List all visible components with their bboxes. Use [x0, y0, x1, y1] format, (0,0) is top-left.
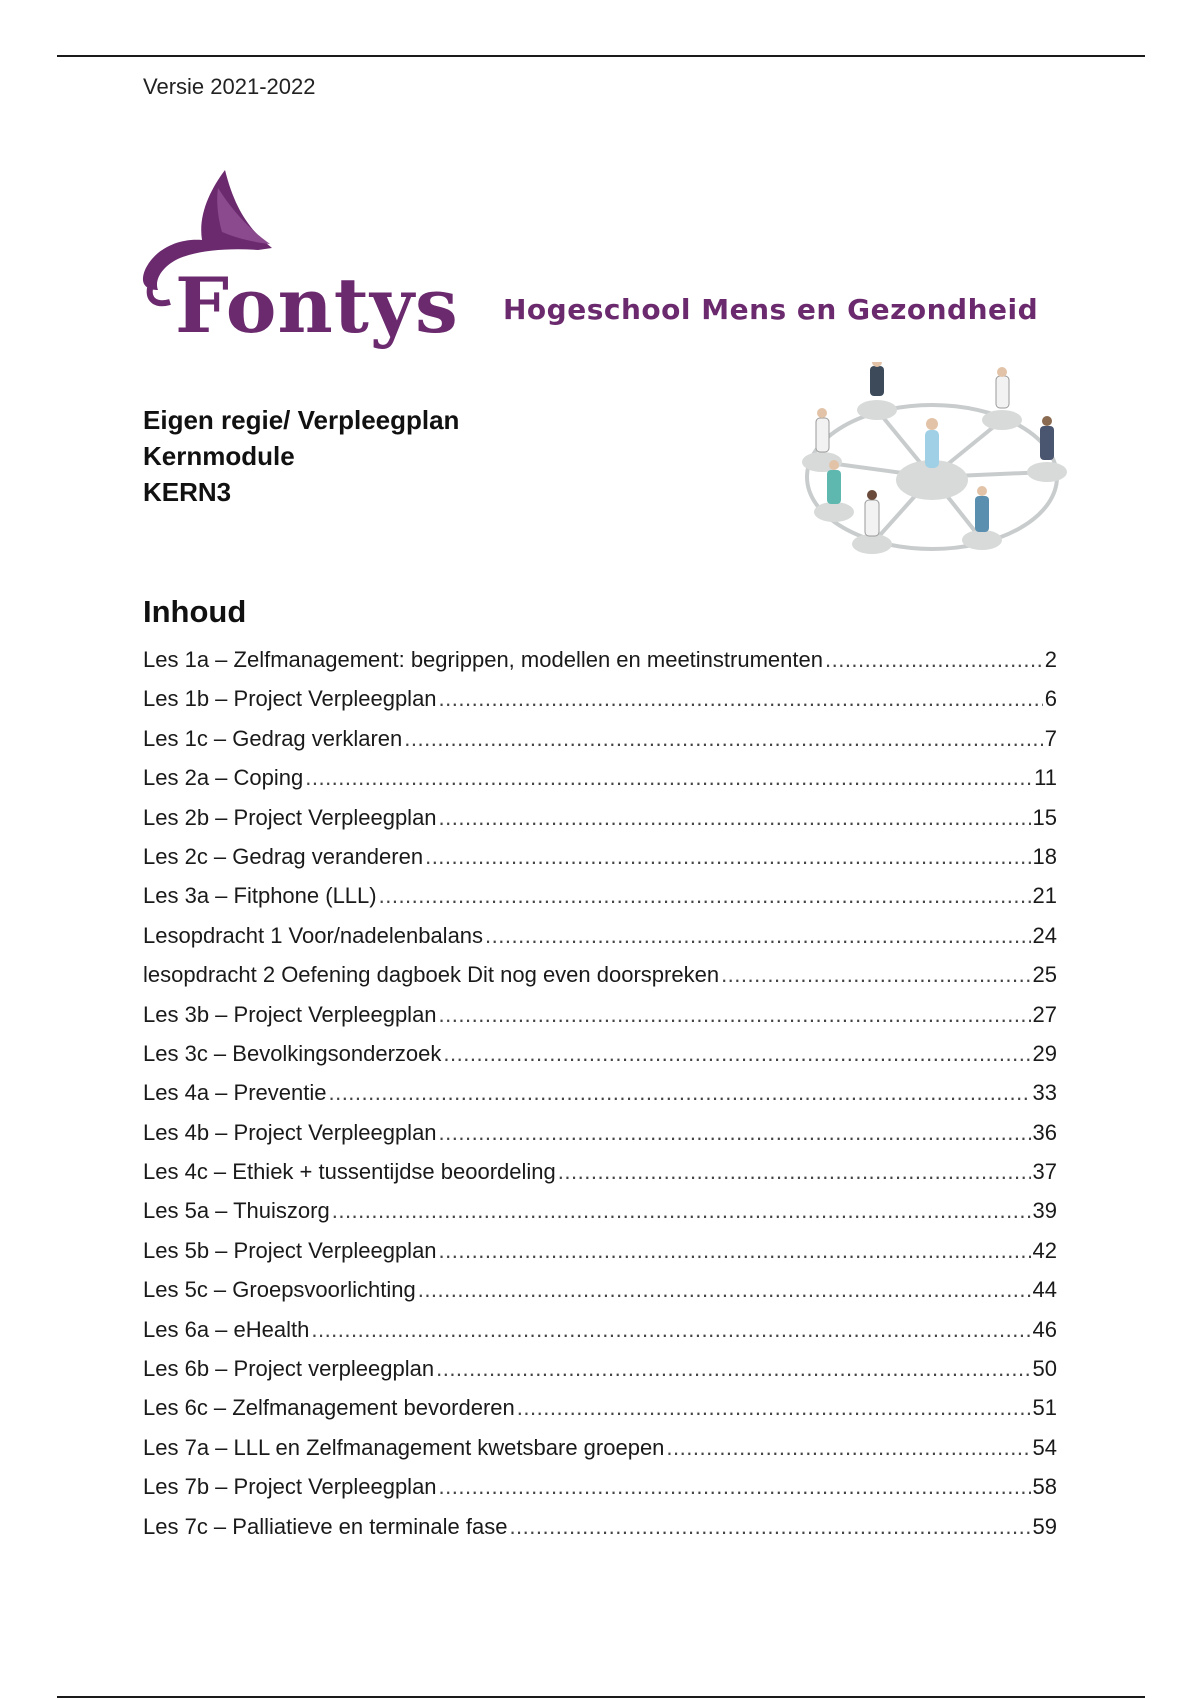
- toc-item-title: Les 3a – Fitphone (LLL): [143, 883, 377, 909]
- toc-item-page: 50: [1032, 1356, 1057, 1382]
- toc-leader-dots: [332, 1191, 1031, 1230]
- toc-item-page: 44: [1032, 1277, 1057, 1303]
- toc-item[interactable]: [143, 679, 1057, 718]
- toc-item-page: 24: [1032, 922, 1057, 948]
- toc-item-page: 33: [1032, 1080, 1057, 1106]
- toc-item-page: 6: [1044, 686, 1057, 712]
- toc-item-title: Les 4c – Ethiek + tussentijdse beoordeling: [143, 1159, 556, 1185]
- toc-item[interactable]: [143, 1310, 1057, 1349]
- toc-item[interactable]: [143, 1191, 1057, 1230]
- toc-item[interactable]: [143, 1507, 1057, 1546]
- toc-item-title: Les 6b – Project verpleegplan: [143, 1356, 435, 1382]
- toc-item-page: 15: [1032, 804, 1057, 830]
- top-rule: [57, 55, 1145, 57]
- toc-leader-dots: [436, 1349, 1030, 1388]
- toc-leader-dots: [666, 1428, 1030, 1467]
- toc-item-title: lesopdracht 2 Oefening dagboek Dit nog even doorspreken: [143, 962, 720, 988]
- toc-item-title: Les 7a – LLL en Zelfmanagement kwetsbare groepen: [143, 1434, 665, 1460]
- toc-item-page: 27: [1032, 1001, 1057, 1027]
- toc-item[interactable]: [143, 1113, 1057, 1152]
- toc-item-title: Les 2c – Gedrag veranderen: [143, 843, 424, 869]
- toc-item-page: 11: [1034, 765, 1057, 791]
- toc-leader-dots: [439, 1231, 1031, 1270]
- toc-item-page: 21: [1032, 883, 1057, 909]
- toc-item-title: Les 5c – Groepsvoorlichting: [143, 1277, 416, 1303]
- toc-item[interactable]: [143, 955, 1057, 994]
- toc-item-page: 37: [1032, 1159, 1057, 1185]
- title-line-1: Eigen regie/ Verpleegplan: [143, 405, 460, 435]
- toc-item-title: Les 6c – Zelfmanagement bevorderen: [143, 1395, 515, 1421]
- toc-item[interactable]: [143, 1388, 1057, 1427]
- toc-leader-dots: [439, 995, 1031, 1034]
- toc-item-title: Les 3c – Bevolkingsonderzoek: [143, 1040, 442, 1066]
- toc-item-title: Les 5a – Thuiszorg: [143, 1198, 330, 1224]
- toc-item-page: 25: [1032, 962, 1057, 988]
- toc-item[interactable]: [143, 640, 1057, 679]
- toc-item[interactable]: [143, 758, 1057, 797]
- toc-item-title: Les 1b – Project Verpleegplan: [143, 686, 437, 712]
- toc-leader-dots: [418, 1270, 1031, 1309]
- toc-item-page: 36: [1032, 1119, 1057, 1145]
- toc-leader-dots: [425, 837, 1030, 876]
- toc-item[interactable]: [143, 1467, 1057, 1506]
- toc-item[interactable]: [143, 798, 1057, 837]
- toc-leader-dots: [517, 1388, 1031, 1427]
- title-line-2: Kernmodule: [143, 441, 295, 471]
- toc-item-page: 54: [1032, 1434, 1057, 1460]
- bottom-rule: [57, 1696, 1145, 1698]
- toc-item[interactable]: [143, 1073, 1057, 1112]
- toc-item[interactable]: [143, 1152, 1057, 1191]
- toc-leader-dots: [311, 1310, 1030, 1349]
- toc-leader-dots: [404, 719, 1042, 758]
- toc-item[interactable]: [143, 995, 1057, 1034]
- toc-item-title: Les 5b – Project Verpleegplan: [143, 1237, 437, 1263]
- toc-leader-dots: [721, 955, 1030, 994]
- toc-item-page: 46: [1032, 1316, 1057, 1342]
- toc-item-title: Les 6a – eHealth: [143, 1316, 310, 1342]
- toc-item-title: Lesopdracht 1 Voor/nadelenbalans: [143, 922, 484, 948]
- toc-item[interactable]: [143, 1270, 1057, 1309]
- toc-item-page: 18: [1032, 843, 1057, 869]
- toc-item[interactable]: [143, 719, 1057, 758]
- toc-leader-dots: [443, 1034, 1030, 1073]
- toc-item-title: Les 3b – Project Verpleegplan: [143, 1001, 437, 1027]
- toc-leader-dots: [305, 758, 1032, 797]
- toc-item-title: Les 1c – Gedrag verklaren: [143, 725, 403, 751]
- toc-item[interactable]: [143, 916, 1057, 955]
- toc-item-page: 42: [1032, 1237, 1057, 1263]
- toc-leader-dots: [439, 798, 1031, 837]
- toc-item-page: 58: [1032, 1474, 1057, 1500]
- toc-leader-dots: [379, 876, 1031, 915]
- toc-item-title: Les 7b – Project Verpleegplan: [143, 1474, 437, 1500]
- toc-leader-dots: [439, 1467, 1031, 1506]
- toc-heading: Inhoud: [143, 594, 247, 629]
- toc-item[interactable]: [143, 1231, 1057, 1270]
- toc-item-title: Les 7c – Palliatieve en terminale fase: [143, 1513, 508, 1539]
- toc-item-title: Les 4a – Preventie: [143, 1080, 327, 1106]
- logo-tagline: Hogeschool Mens en Gezondheid: [503, 293, 1039, 326]
- toc-leader-dots: [439, 679, 1043, 718]
- toc-leader-dots: [509, 1507, 1030, 1546]
- toc-item-title: Les 2a – Coping: [143, 765, 304, 791]
- toc-leader-dots: [825, 640, 1043, 679]
- toc-item[interactable]: [143, 1034, 1057, 1073]
- toc-item[interactable]: [143, 1349, 1057, 1388]
- toc-item-title: Les 4b – Project Verpleegplan: [143, 1119, 437, 1145]
- toc-item-page: 39: [1032, 1198, 1057, 1224]
- toc-leader-dots: [328, 1073, 1030, 1112]
- title-line-3: KERN3: [143, 477, 232, 507]
- toc-item-page: 7: [1044, 725, 1057, 751]
- toc-item-page: 59: [1032, 1513, 1057, 1539]
- toc-leader-dots: [558, 1152, 1031, 1191]
- toc-item-page: 29: [1032, 1040, 1057, 1066]
- toc-item[interactable]: [143, 1428, 1057, 1467]
- toc-item-title: Les 2b – Project Verpleegplan: [143, 804, 437, 830]
- document-titles: [143, 402, 459, 510]
- toc-item-page: 51: [1032, 1395, 1057, 1421]
- logo-wordmark: Fontys: [175, 261, 459, 350]
- toc-item[interactable]: [143, 837, 1057, 876]
- toc-leader-dots: [485, 916, 1030, 955]
- toc-item-title: Les 1a – Zelfmanagement: begrippen, modellen en meetinstrumenten: [143, 647, 823, 672]
- healthcare-team-network-icon: [782, 362, 1082, 577]
- table-of-contents: [143, 640, 1057, 1546]
- toc-item-page: 2: [1044, 647, 1057, 672]
- version-label: Versie 2021-2022: [143, 74, 316, 99]
- toc-leader-dots: [439, 1113, 1031, 1152]
- toc-item[interactable]: [143, 876, 1057, 915]
